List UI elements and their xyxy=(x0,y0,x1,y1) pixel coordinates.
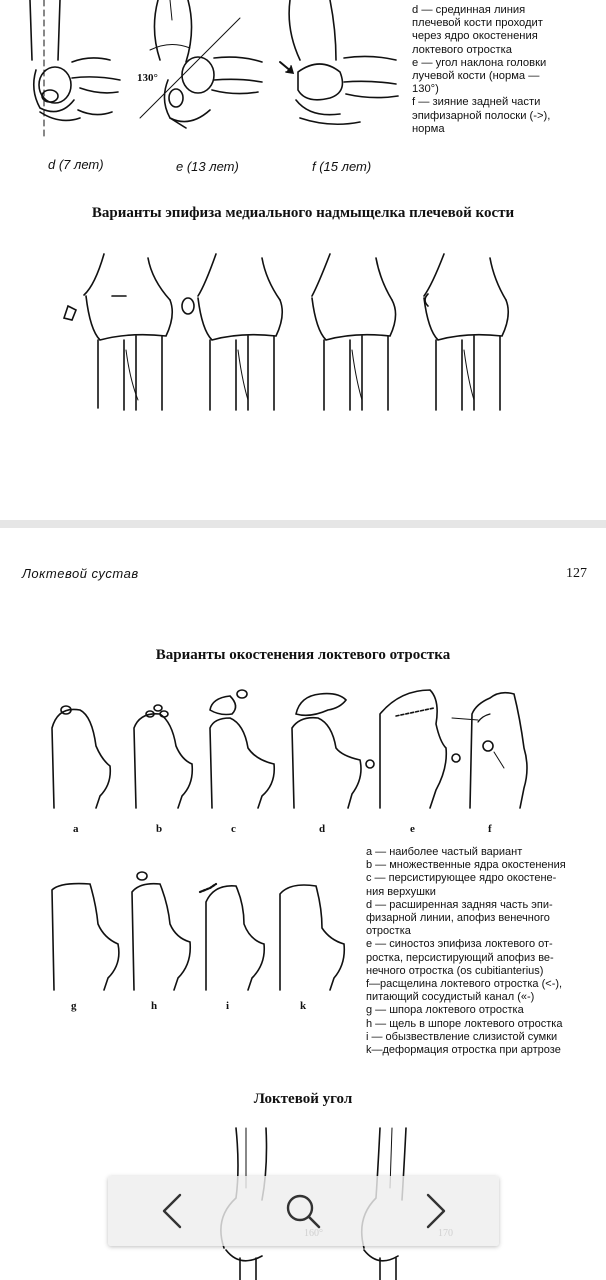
figure-e xyxy=(140,0,262,128)
page-top xyxy=(0,0,606,520)
olecranon-k xyxy=(280,885,344,990)
search-button[interactable] xyxy=(278,1186,328,1236)
label-i: i xyxy=(226,1000,230,1012)
page-number: 127 xyxy=(566,566,587,581)
angle-annotation: 130° xyxy=(137,72,158,84)
olecranon-f xyxy=(452,693,527,808)
olecranon-a xyxy=(52,706,110,808)
figure-epicondyle-3 xyxy=(312,254,396,410)
olecranon-e xyxy=(380,690,460,808)
label-g: g xyxy=(71,1000,77,1012)
reader-nav-bar xyxy=(108,1176,499,1246)
label-d: d xyxy=(319,823,326,835)
figure-f xyxy=(280,0,398,124)
page-separator xyxy=(0,520,606,528)
olecranon-b xyxy=(134,705,192,808)
title-elbow-angle: Локтевой угол xyxy=(253,1091,353,1107)
label-h: h xyxy=(151,1000,158,1012)
label-e: e xyxy=(410,823,415,835)
label-a: a xyxy=(73,823,79,835)
legend-olecranon: a — наиболее частый вариант b — множественные ядра окостенения c — персистирующее ядро окостене- ния верхушки d — расширенная задняя часть эпи- физарной линии, апофиз венечного отростка e — синостоз эпифиза локтевого от- ростка, персистирующий апофиз ве- нечного отростка (os cubitianterius) f—расщелина локтевого отростка (<-), питающий сосудистый канал («-) g — шпора локтевого отростка h — щель в шпоре локтевого отростка i — обызвествление слизистой сумки k—деформация отростка при артрозе xyxy=(366,846,566,1057)
legend-def: d — срединная линия плечевой кости проходит через ядро окостенения локтевого отростка e — угол наклона головки лучевой кости (норма — 130°) f — зияние задней части эпифизарной полоски (->), норма xyxy=(412,4,551,135)
next-page-button[interactable] xyxy=(410,1186,460,1236)
running-header: Локтевой сустав xyxy=(22,566,139,581)
label-f: f xyxy=(488,823,492,835)
section-title-epicondyle: Варианты эпифиза медиального надмыщелка плечевой кости xyxy=(91,205,515,221)
olecranon-g xyxy=(52,884,119,990)
figure-epicondyle-1 xyxy=(64,254,172,410)
label-k: k xyxy=(300,1000,307,1012)
caption-d: d (7 лет) xyxy=(48,157,104,172)
page-bottom xyxy=(0,528,606,1280)
olecranon-d xyxy=(292,694,374,808)
olecranon-h xyxy=(132,872,190,990)
olecranon-c xyxy=(210,690,274,808)
chevron-left-icon xyxy=(148,1186,198,1236)
label-c: c xyxy=(231,823,236,835)
figure-epicondyle-2 xyxy=(182,254,282,410)
previous-page-button[interactable] xyxy=(148,1186,198,1236)
label-b: b xyxy=(156,823,163,835)
olecranon-i xyxy=(200,884,264,990)
figure-d xyxy=(30,0,120,140)
title-olecranon: Варианты окостенения локтевого отростка xyxy=(155,647,451,663)
figure-epicondyle-4 xyxy=(424,254,508,410)
search-icon xyxy=(278,1186,328,1236)
caption-f: f (15 лет) xyxy=(312,159,372,174)
caption-e: e (13 лет) xyxy=(176,159,239,174)
chevron-right-icon xyxy=(410,1186,460,1236)
